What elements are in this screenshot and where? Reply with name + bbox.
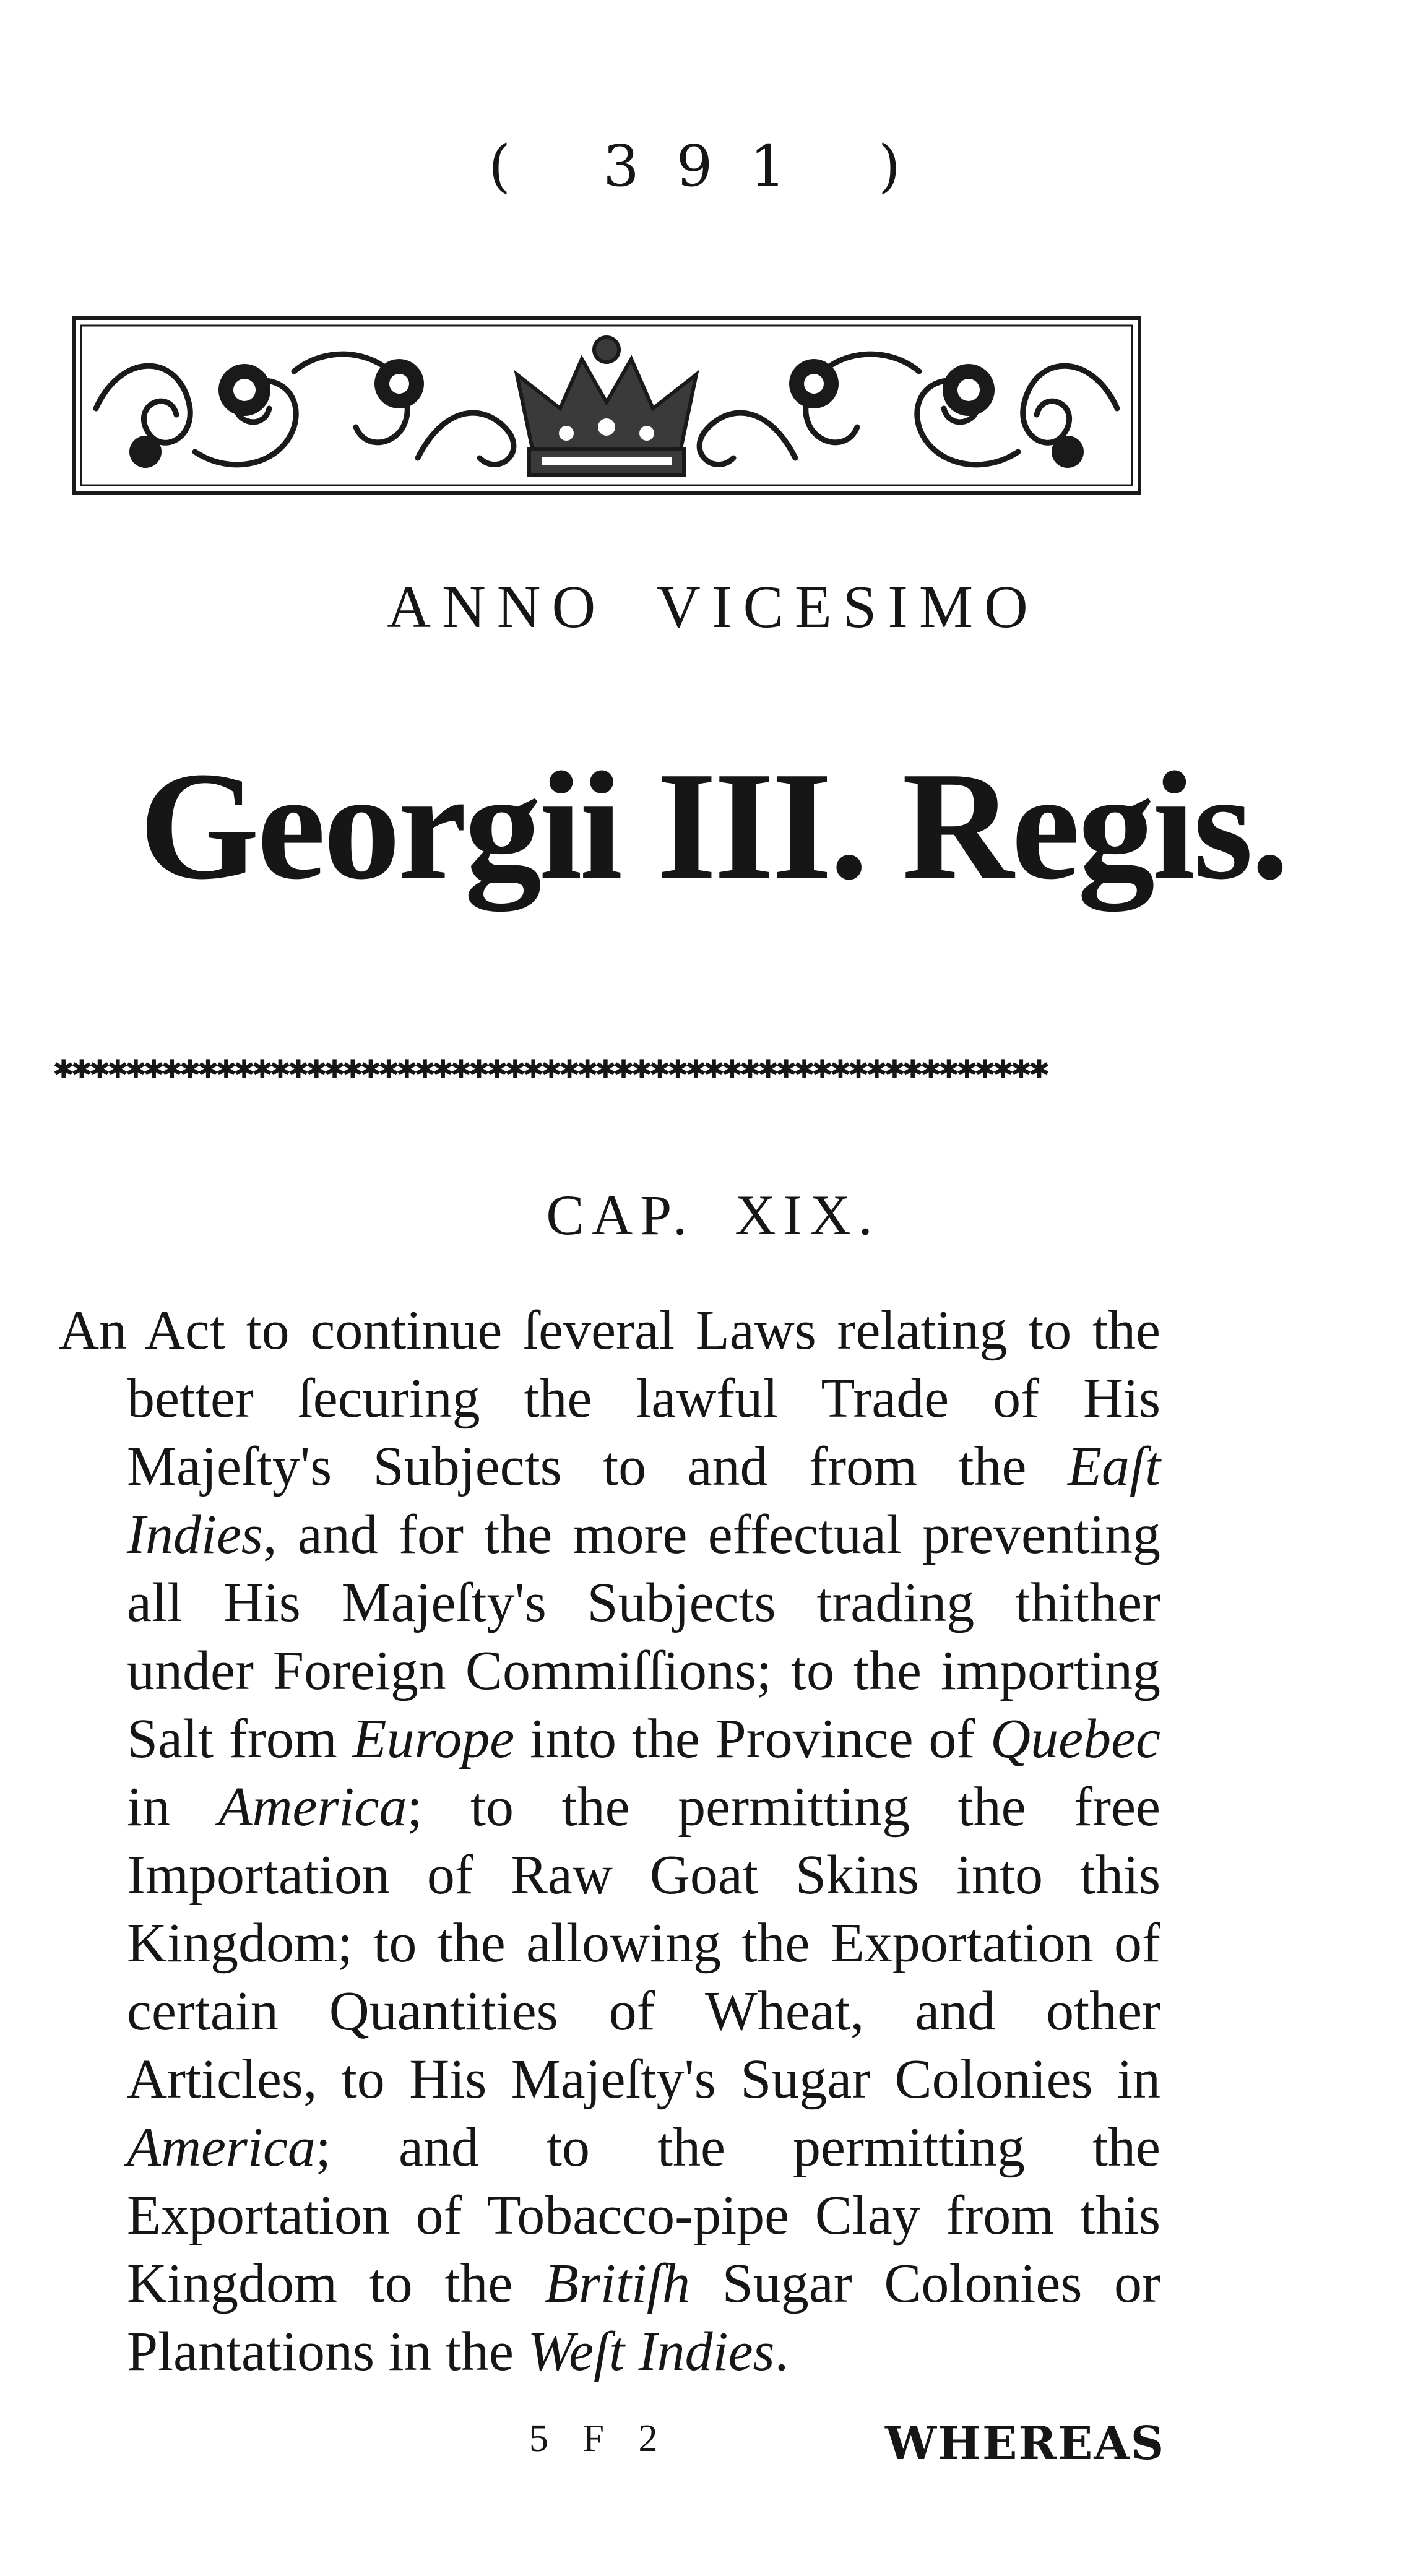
act-west-indies: Weſt Indies bbox=[527, 2321, 775, 2382]
act-quebec: Quebec bbox=[990, 1708, 1160, 1770]
crown-ornament-icon bbox=[71, 316, 1142, 495]
act-text: ; to the permitting the free Importation of Raw Goat Skins into this Kingdom; to the allowing the Exportation of certain Quantities of Wheat, and other Articles, to His Majeſty's Sugar Colonies in bbox=[127, 1776, 1160, 2110]
act-america: America bbox=[127, 2117, 316, 2178]
catchword: WHEREAS bbox=[885, 2417, 1165, 2470]
georgii-regis-title: Georgii III. Regis. bbox=[139, 740, 1287, 912]
act-america: America bbox=[218, 1776, 407, 1838]
act-british: Britiſh bbox=[544, 2253, 691, 2314]
act-text: in bbox=[127, 1776, 218, 1838]
signature-mark: 5 F 2 bbox=[529, 2418, 670, 2460]
act-east-indies: Eaſt Indies bbox=[127, 1436, 1160, 1565]
act-title bbox=[59, 1297, 1160, 2386]
act-text: Sugar Colonies or Plantations in the bbox=[127, 2253, 1160, 2382]
page-number: ( 391 ) bbox=[488, 133, 938, 199]
anno-vicesimo-heading: ANNO VICESIMO bbox=[387, 574, 1039, 641]
star-divider: ✱✱✱✱✱✱✱✱✱✱✱✱✱✱✱✱✱✱✱✱✱✱✱✱✱✱✱✱✱✱✱✱✱✱✱✱✱✱✱✱✱✱✱✱✱✱✱✱✱✱✱✱✱✱✱ bbox=[53, 1054, 1047, 1084]
act-europe: Europe bbox=[352, 1708, 515, 1770]
act-text: into the Province of bbox=[514, 1708, 991, 1770]
act-text: ; and to the permitting the Exportation of Tobacco-pipe Clay from this Kingdom to the bbox=[127, 2117, 1160, 2314]
act-text: . bbox=[774, 2321, 789, 2382]
act-text: An Act to continue ſeveral Laws relating to the better ſecuring the lawful Trade of His Majeſty's Subjects to and from the bbox=[59, 1300, 1160, 1497]
act-text: , and for the more effectual preventing all His Majeſty's Subjects trading thither under Foreign Commiſſions; to the importing Salt from bbox=[127, 1504, 1160, 1770]
chapter-heading: CAP. XIX. bbox=[546, 1183, 880, 1247]
